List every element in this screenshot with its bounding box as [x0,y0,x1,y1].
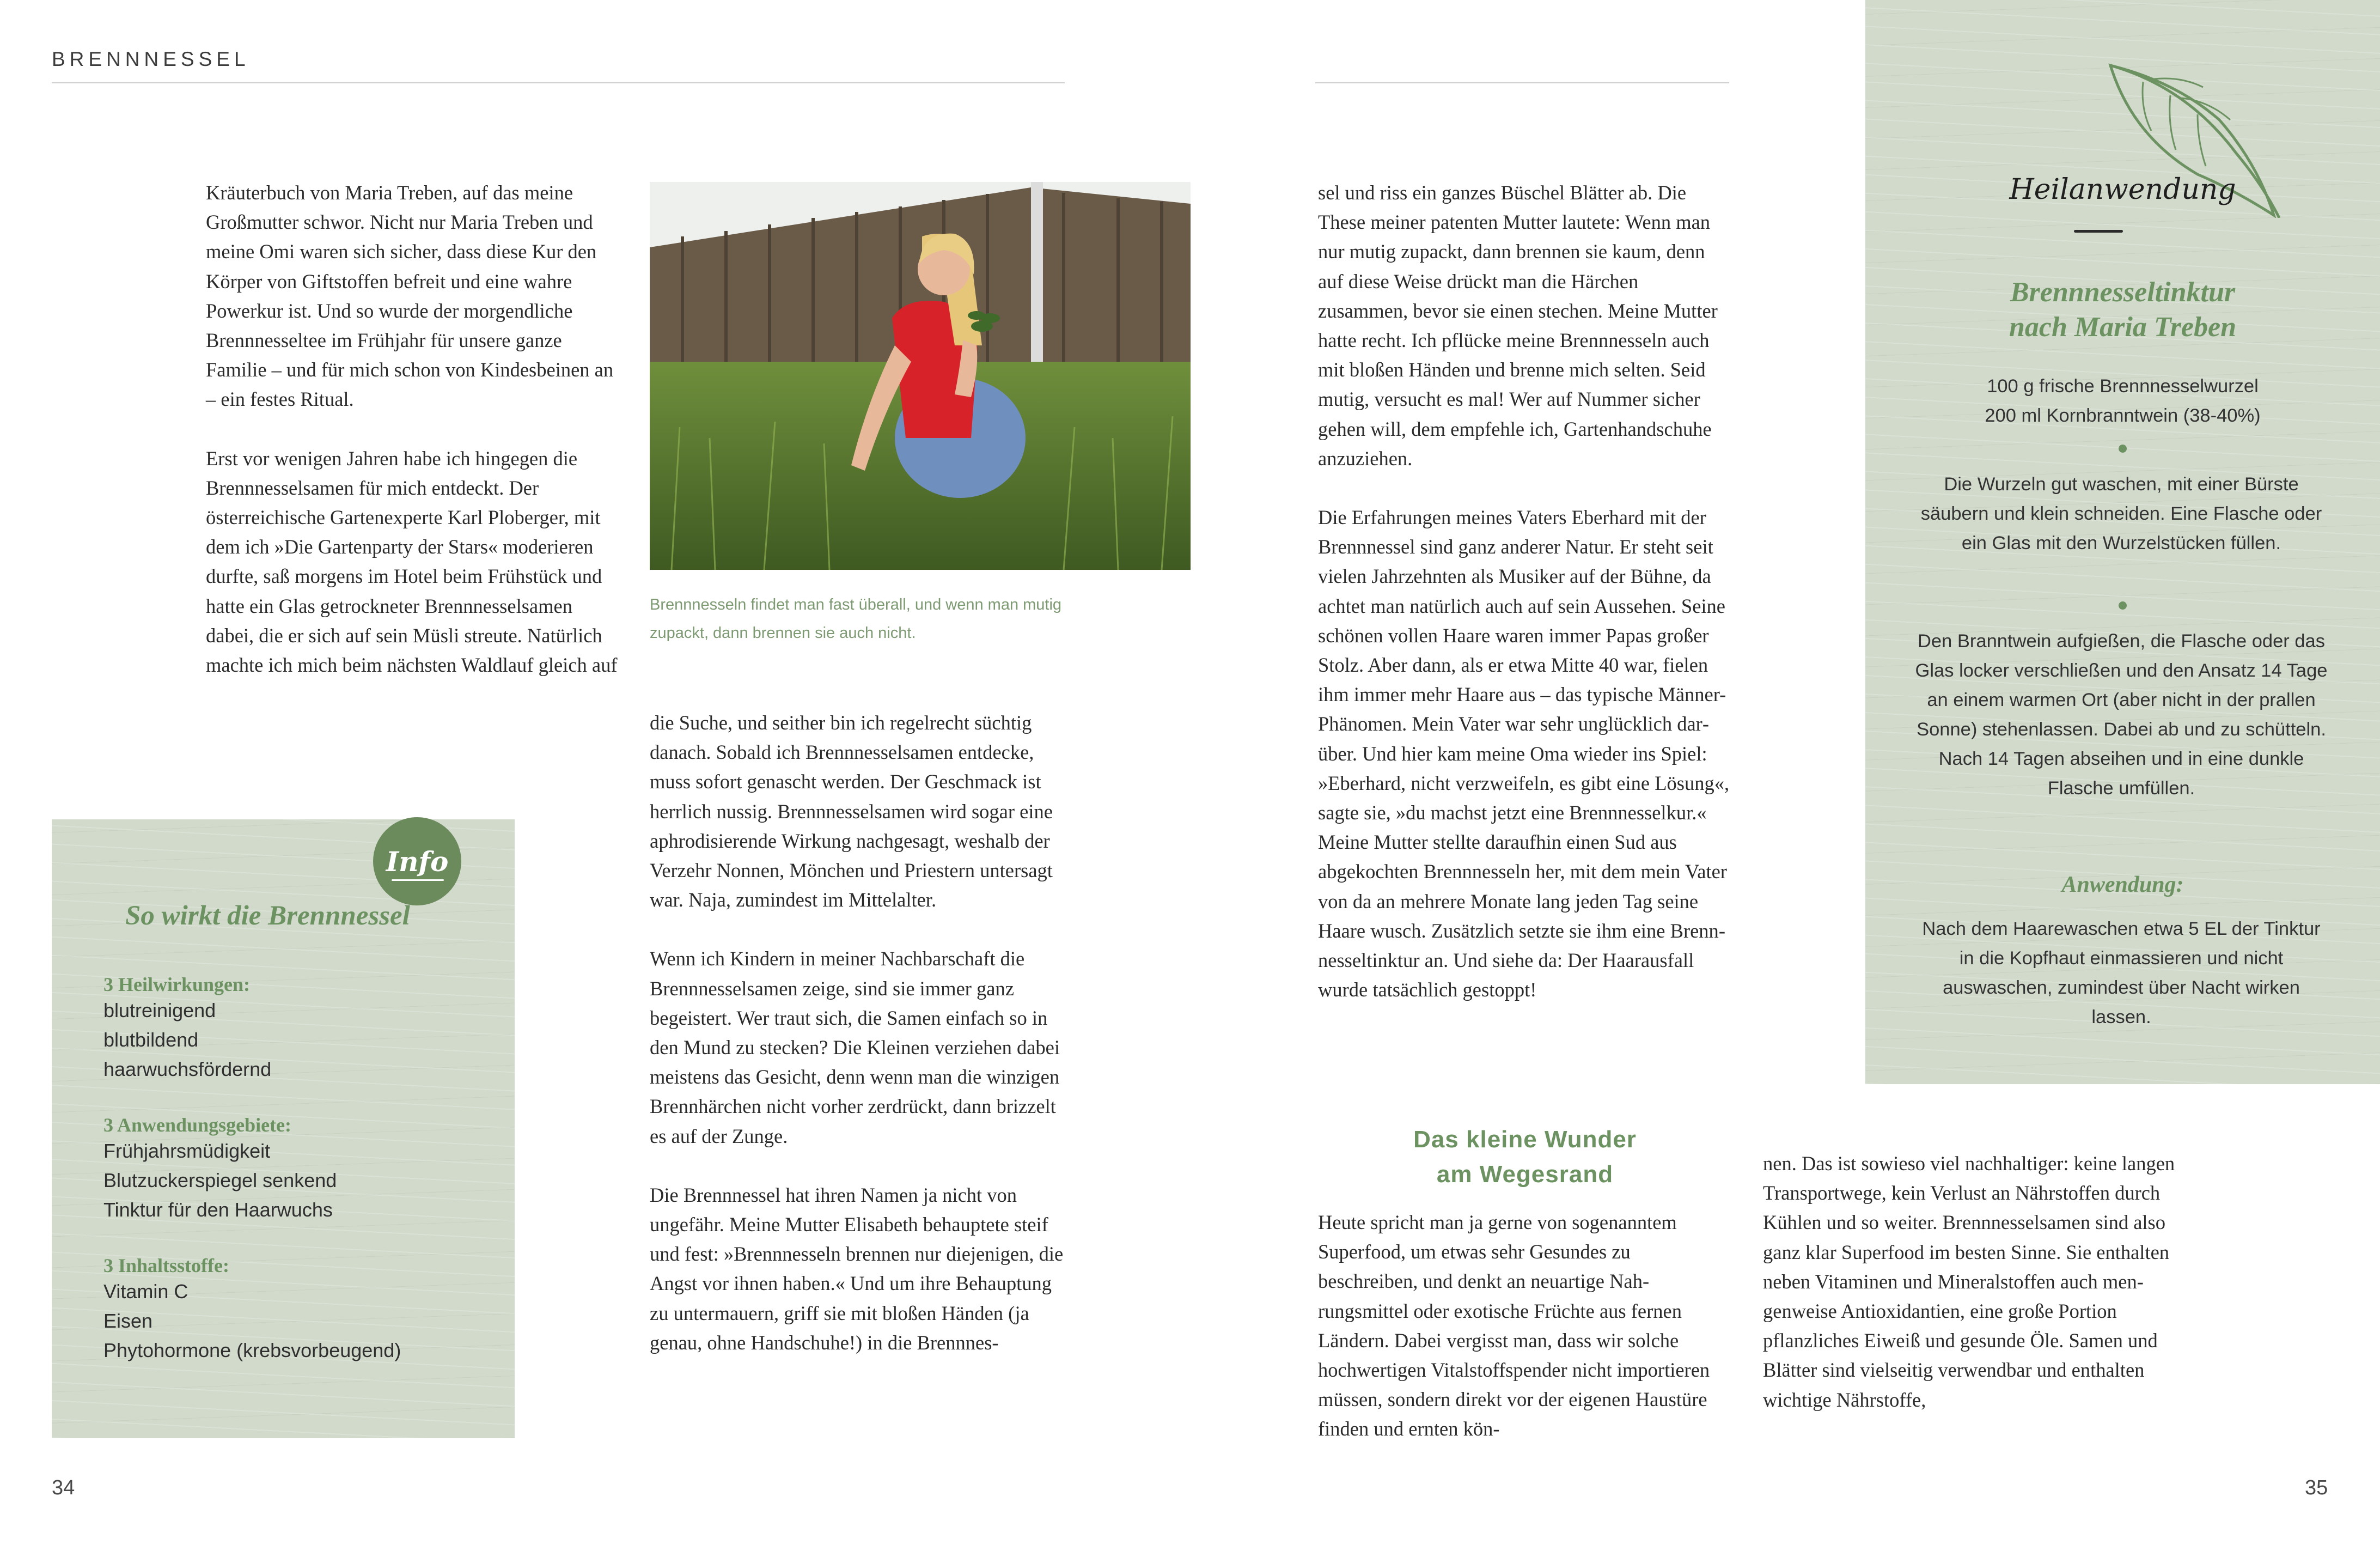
paragraph: die Suche, und seither bin ich regelrecht süchtig danach. Sobald ich Brennnesselsamen entdecke, muss sofort genascht werden. Der Geschmack ist herrlich nussig. Brennnesselsamen wird sogar eine aphrodisierende Wirkung nachgesagt, weshalb der Verzehr Nonnen, Mönchen und Priestern untersagt war. Naja, zumindest im Mittelalter. [650,711,1053,911]
list-item: Vitamin C [103,1280,188,1303]
info-groups [103,973,496,1365]
body-column-3-lower [1318,1208,1732,1444]
recipe-step-2: Den Branntwein aufgießen, die Flasche oder das Glas locker verschließen und den Ansatz 14 Tage an einem warmen Ort (aber nicht in der prallen Sonne) stehenlassen. Dabei ab und zu schütteln. Nach 14 Tagen abseihen und in eine dunkle Flasche umfüllen. [1915,631,2328,799]
info-list [103,1136,496,1225]
badge-underline [392,879,444,881]
recipe-step-1: Die Wurzeln gut waschen, mit einer Bürste säubern und klein schneiden. Eine Flasche oder ein Glas mit den Wurzelstücken füllen. [1920,474,2322,554]
list-item: haarwuchsfördernd [103,1058,272,1080]
info-group-inhaltsstoffe [103,1254,496,1365]
ingredient: 200 ml Kornbranntwein (38-40%) [1985,405,2261,426]
info-list [103,1277,496,1365]
info-group-label: 3 Heilwirkungen: [103,974,251,995]
paragraph: Wenn ich Kindern in meiner Nachbarschaft die Brennnesselsamen zeige, sind sie immer ganz begeistert. Wer traut sich, die Samen einfach so in den Mund zu stecken? Die Kleinen verziehen dabei meistens das Gesicht, denn wenn man die winzigen Brennhärchen nicht vorher zerdrückt, dann brizzelt es auf der Zunge. [650,947,1060,1147]
paragraph: Die Erfahrungen meines Vaters Eberhard mit der Brennnessel sind ganz anderer Natur. Er steht seit vielen Jahrzehnten als Musiker auf der Bühne, da achtet man natürlich auch auf sein Aussehen. Seine schönen vollen Haare waren immer Papas großer Stolz. Aber dann, als er etwa Mitte 40 war, fielen ihm immer mehr Haare aus – das typische Männer-Phänomen. Mein Vater war sehr unglücklich darüber. Und hier kam meine Oma wieder ins Spiel: »Eberhard, nicht verzweifeln, es gibt eine Lösung«, sagte sie, »du machst jetzt eine Brennnesselkur.« Meine Mutter stellte daraufhin einen Sud aus abgekochten Brennnesseln her, mit dem mein Vater von da an mehrere Monate lang jeden Tag seine Haare wusch. Zusätzlich setzte sie ihm eine Brennnesseltinktur an. Und siehe da: Der Haarausfall wurde tatsächlich gestoppt! [1318,506,1730,1001]
running-head: BRENNNESSEL [52,48,250,70]
info-group-heilwirkungen [103,973,496,1084]
paragraph: nen. Das ist sowieso viel nachhaltiger: keine langen Transportwege, kein Verlust an Nährstoffen durch Kühlen und so weiter. Brennnesselsamen sind also ganz klar Superfood im besten Sinne. Sie enthalten neben Vitaminen und Mineralstoffen auch mengenweise Antioxidantien, eine große Portion pflanzliches Eiweiß und gesunde Öle. Samen und Blätter sind vielseitig verwendbar und enthalten wichtige Nährstoffe, [1763,1152,2175,1411]
list-item: Phytohormone (krebsvorbeugend) [103,1339,401,1361]
ingredient: 100 g frische Brennnesselwurzel [1987,376,2259,397]
page-number-left: 34 [52,1476,75,1499]
info-group-label: 3 Anwendungsgebiete: [103,1114,292,1136]
separator-dot [2119,601,2127,610]
info-box [52,819,515,1438]
paragraph: Die Brennnessel hat ihren Namen ja nicht von ungefähr. Meine Mutter Elisabeth behauptete steif und fest: »Brennnesseln brennen nur diejenigen, die Angst vor ihnen haben.« Und um ihre Behauptung zu untermauern, griff sie mit bloßen Händen (ja genau, ohne Handschuhe!) in die Brennnes- [650,1183,1064,1354]
paragraph: Erst vor wenigen Jahren habe ich hingegen die Brennnesselsamen für mich entdeckt. Der österreichische Gartenexperte Karl Ploberger, mit dem ich »Die Gartenparty der Stars« moderieren durfte, saß morgens im Hotel beim Frühstück und hatte ein Glas getrockneter Brennnesselsamen dabei, die er sich auf sein Müsli streute. Natürlich machte ich mich beim nächsten Waldlauf gleich auf [206,447,618,677]
list-item: blutbildend [103,1029,199,1051]
recipe-title [1865,275,2380,345]
body-column-3 [1318,178,1732,1005]
paragraph: Kräuterbuch von Maria Treben, auf das meine Großmutter schwor. Nicht nur Maria Treben und meine Omi waren sich sicher, dass diese Kur den Körper von Giftstoffen befreit und eine wahre Powerkur ist. Und so wurde der morgendliche Brennnesseltee im Frühjahr für unsere ganze Familie – und für mich schon von Kindesbeinen an – ein festes Ritual. [206,181,614,411]
separator-dot [2119,445,2127,453]
list-item: Blutzuckerspiegel senkend [103,1169,337,1191]
header-rule-right [1315,82,1729,83]
body-column-1 [206,178,625,680]
list-item: Eisen [103,1310,153,1332]
list-item: blutreinigend [103,999,216,1021]
photo-caption: Brennnesseln findet man fast überall, und wenn man mutig zupackt, dann brennen sie auch nicht. [650,596,1062,642]
photo-illustration [650,182,1191,570]
section-subheading [1318,1122,1732,1192]
info-group-label: 3 Inhaltsstoffe: [103,1255,229,1276]
photo-woman-nettles [650,182,1191,570]
info-list [103,996,496,1084]
body-column-4 [1763,1149,2188,1415]
heilanwendung-box [1865,0,2380,1084]
page-number-right: 35 [2305,1476,2328,1499]
subheading-line: Das kleine Wunder [1413,1126,1637,1153]
ingredients-list [1898,372,2347,430]
heilanwendung-label: Heilanwendung [2009,173,2236,206]
info-group-anwendungsgebiete [103,1114,496,1225]
subheading-line: am Wegesrand [1436,1161,1614,1188]
list-item: Frühjahrsmüdigkeit [103,1140,271,1162]
header-rule-left [52,82,1065,83]
body-column-2 [650,708,1064,1358]
info-badge-label: Info [386,845,449,878]
paragraph: Heute spricht man ja gerne von sogenanntem Superfood, um etwas sehr Gesundes zu beschreiben, und denkt an neuartige Nahrungsmittel oder exotische Früchte aus fernen Ländern. Dabei vergisst man, dass wir solche hochwertigen Vitalstoffspender nicht importieren müssen, sondern direkt vor der eigenen Haustüre finden und ernten kön- [1318,1211,1710,1440]
list-item: Tinktur für den Haarwuchs [103,1199,333,1221]
usage-label: Anwendung: [2061,872,2184,897]
usage-text: Nach dem Haarewaschen etwa 5 EL der Tinktur in die Kopfhaut einmassieren und nicht auswaschen, zumindest über Nacht wirken lassen. [1922,919,2321,1027]
info-badge [373,817,461,905]
recipe-title-line: nach Maria Treben [2009,312,2236,343]
recipe-title-line: Brennnesseltinktur [2010,277,2236,308]
paragraph: sel und riss ein ganzes Büschel Blätter ab. Die These meiner patenten Mutter lautete: Wenn man nur mutig zupackt, dann brennen sie kaum, denn auf diese Weise drückt man die Härchen zusammen, bevor sie einen stechen. Meine Mutter hatte recht. Ich pflücke meine Brennnesseln auch mit bloßen Händen und brenne mich selten. Seid mutig, versucht es mal! Wer auf Nummer sicher gehen will, dem empfehle ich, Gartenhandschuhe anzuziehen. [1318,181,1718,470]
info-box-title: So wirkt die Brennnessel [125,901,410,931]
label-flourish [2074,230,2123,233]
